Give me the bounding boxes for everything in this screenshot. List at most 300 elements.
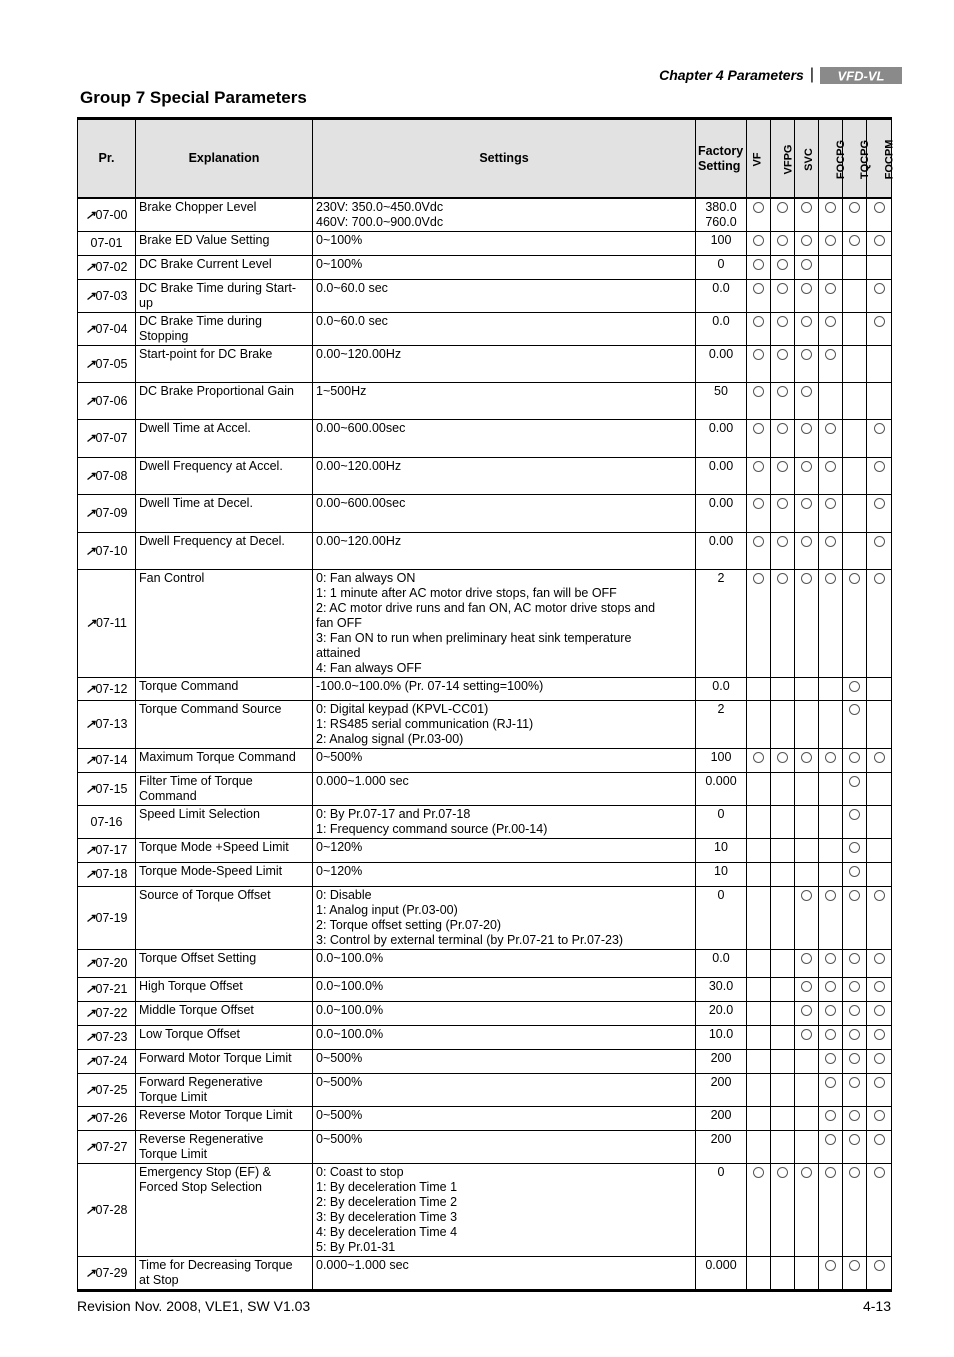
mode-cell-vfpg	[771, 1131, 795, 1164]
explanation-cell	[136, 383, 313, 420]
settings-line: 0.0~100.0%	[316, 1003, 384, 1017]
mode-cell-focpg	[819, 383, 843, 420]
supported-mode-circle-icon	[753, 386, 764, 397]
explanation-line: DC Brake Time during	[139, 314, 262, 328]
explanation-line: Filter Time of Torque	[139, 774, 253, 788]
supported-mode-circle-icon	[801, 953, 812, 964]
supported-mode-circle-icon	[777, 316, 788, 327]
mode-cell-focpg	[819, 749, 843, 773]
explanation-cell	[136, 749, 313, 773]
mode-cell-vfpg	[771, 701, 795, 749]
mode-cell-focpm	[867, 887, 892, 950]
factory-setting-cell	[696, 232, 747, 256]
table-row	[78, 950, 892, 978]
supported-mode-circle-icon	[801, 202, 812, 213]
supported-mode-circle-icon	[849, 981, 860, 992]
param-number: 07-17	[95, 843, 128, 857]
settings-line: 0.000~1.000 sec	[316, 774, 409, 788]
mode-cell-tqcpg	[843, 346, 867, 383]
mode-cell-vfpg	[771, 346, 795, 383]
supported-mode-circle-icon	[849, 1053, 860, 1064]
param-number-cell	[78, 256, 136, 280]
param-number: 07-10	[95, 543, 128, 558]
mode-label-focpg: FOCPG	[835, 139, 848, 179]
settings-line: 460V: 700.0~900.0Vdc	[316, 215, 444, 229]
col-header-vfpg	[771, 119, 795, 199]
mode-cell-focpg	[819, 701, 843, 749]
mode-cell-svc	[795, 773, 819, 806]
explanation-line: DC Brake Current Level	[139, 257, 272, 271]
supported-mode-circle-icon	[874, 202, 885, 213]
settings-line: 0.0~100.0%	[316, 979, 384, 993]
mode-cell-focpm	[867, 749, 892, 773]
supported-mode-circle-icon	[849, 1260, 860, 1271]
factory-value: 0.00	[708, 459, 734, 473]
explanation-cell	[136, 256, 313, 280]
mode-cell-svc	[795, 887, 819, 950]
settings-cell	[313, 570, 696, 678]
mode-cell-focpg	[819, 773, 843, 806]
settings-cell	[313, 1074, 696, 1107]
supported-mode-circle-icon	[801, 1167, 812, 1178]
mode-cell-vf	[747, 773, 771, 806]
supported-mode-circle-icon	[874, 235, 885, 246]
settings-cell	[313, 1257, 696, 1291]
factory-setting-cell	[696, 678, 747, 701]
factory-setting-cell	[696, 198, 747, 232]
table-row	[78, 1107, 892, 1131]
factory-setting-cell	[696, 533, 747, 570]
mode-cell-focpg	[819, 458, 843, 495]
mode-label-svc: SVC	[802, 147, 815, 171]
editable-during-run-icon: ↗	[85, 681, 96, 696]
mode-cell-tqcpg	[843, 570, 867, 678]
supported-mode-circle-icon	[825, 1110, 836, 1121]
explanation-cell	[136, 806, 313, 839]
factory-value: 200	[710, 1051, 732, 1065]
table-row	[78, 313, 892, 346]
mode-cell-svc	[795, 420, 819, 458]
supported-mode-circle-icon	[777, 498, 788, 509]
editable-during-run-icon: ↗	[85, 753, 96, 767]
factory-setting-cell	[696, 570, 747, 678]
supported-mode-circle-icon	[825, 1005, 836, 1016]
supported-mode-circle-icon	[777, 1167, 788, 1178]
mode-cell-focpg	[819, 198, 843, 232]
supported-mode-circle-icon	[849, 809, 860, 820]
param-number-cell	[78, 839, 136, 863]
mode-cell-focpg	[819, 346, 843, 383]
supported-mode-circle-icon	[825, 1134, 836, 1145]
settings-line: 3: By deceleration Time 3	[316, 1210, 458, 1224]
settings-cell	[313, 678, 696, 701]
table-row	[78, 256, 892, 280]
mode-cell-focpm	[867, 978, 892, 1002]
mode-cell-vf	[747, 533, 771, 570]
footer-revision: Revision Nov. 2008, VLE1, SW V1.03	[77, 1298, 311, 1314]
explanation-cell	[136, 313, 313, 346]
mode-cell-tqcpg	[843, 1002, 867, 1026]
param-number-cell	[78, 773, 136, 806]
explanation-cell	[136, 773, 313, 806]
editable-during-run-icon: ↗	[85, 843, 96, 857]
mode-cell-vf	[747, 1257, 771, 1291]
explanation-cell	[136, 280, 313, 313]
mode-cell-focpg	[819, 978, 843, 1002]
supported-mode-circle-icon	[849, 890, 860, 901]
mode-cell-vfpg	[771, 1107, 795, 1131]
editable-during-run-icon: ↗	[85, 982, 96, 996]
supported-mode-circle-icon	[849, 866, 860, 877]
factory-value: 0.000	[705, 774, 737, 788]
mode-label-vf: VF	[752, 151, 764, 167]
mode-cell-focpg	[819, 1002, 843, 1026]
param-number-cell	[78, 1002, 136, 1026]
explanation-cell	[136, 1002, 313, 1026]
settings-line: 0.00~600.00sec	[316, 496, 406, 510]
factory-setting-cell	[696, 1050, 747, 1074]
param-number: 07-05	[95, 356, 128, 371]
editable-during-run-icon: ↗	[85, 956, 96, 970]
param-number-cell	[78, 346, 136, 383]
mode-cell-vfpg	[771, 420, 795, 458]
supported-mode-circle-icon	[753, 498, 764, 509]
param-number-cell	[78, 495, 136, 533]
factory-value: 0.0	[712, 281, 730, 295]
mode-cell-focpm	[867, 678, 892, 701]
settings-cell	[313, 1026, 696, 1050]
explanation-cell	[136, 863, 313, 887]
chapter-label: Chapter 4 Parameters	[659, 67, 804, 83]
supported-mode-circle-icon	[777, 752, 788, 763]
explanation-line: Torque Offset Setting	[139, 951, 257, 965]
explanation-line: Source of Torque Offset	[139, 888, 271, 902]
supported-mode-circle-icon	[874, 423, 885, 434]
factory-value: 100	[710, 750, 732, 764]
supported-mode-circle-icon	[801, 316, 812, 327]
editable-during-run-icon: ↗	[85, 781, 96, 796]
param-number: 07-12	[95, 681, 128, 696]
explanation-line: Speed Limit Selection	[139, 807, 260, 821]
param-number-cell	[78, 1164, 136, 1257]
mode-cell-focpm	[867, 773, 892, 806]
settings-cell	[313, 950, 696, 978]
factory-value: 10	[714, 864, 728, 878]
mode-cell-focpm	[867, 806, 892, 839]
table-row	[78, 887, 892, 950]
settings-line: 0.00~600.00sec	[316, 421, 406, 435]
supported-mode-circle-icon	[874, 953, 885, 964]
mode-cell-svc	[795, 198, 819, 232]
settings-line: 0: Fan always ON	[316, 571, 416, 585]
factory-setting-cell	[696, 1107, 747, 1131]
mode-cell-focpm	[867, 1257, 892, 1291]
settings-line: 2: Analog signal (Pr.03-00)	[316, 732, 464, 746]
supported-mode-circle-icon	[874, 1134, 885, 1145]
settings-line: 0.000~1.000 sec	[316, 1258, 409, 1272]
mode-cell-svc	[795, 678, 819, 701]
table-row	[78, 198, 892, 232]
mode-cell-focpm	[867, 280, 892, 313]
editable-during-run-icon: ↗	[85, 1006, 96, 1020]
mode-cell-vfpg	[771, 570, 795, 678]
explanation-line: Torque Limit	[139, 1090, 208, 1104]
supported-mode-circle-icon	[825, 1053, 836, 1064]
explanation-cell	[136, 420, 313, 458]
mode-cell-vfpg	[771, 863, 795, 887]
explanation-line: Fan Control	[139, 571, 205, 585]
settings-line: 0.00~120.00Hz	[316, 534, 402, 548]
col-header-focpg	[819, 119, 848, 199]
mode-cell-svc	[795, 280, 819, 313]
factory-value: 2	[717, 571, 725, 585]
table-row	[78, 1074, 892, 1107]
explanation-cell	[136, 950, 313, 978]
mode-cell-svc	[795, 839, 819, 863]
explanation-line: Torque Command	[139, 679, 239, 693]
supported-mode-circle-icon	[874, 1167, 885, 1178]
supported-mode-circle-icon	[753, 235, 764, 246]
factory-setting-cell	[696, 1164, 747, 1257]
col-header-svc	[795, 119, 819, 199]
param-number: 07-04	[95, 321, 128, 336]
supported-mode-circle-icon	[874, 283, 885, 294]
param-number-cell	[78, 280, 136, 313]
editable-during-run-icon: ↗	[85, 1202, 96, 1217]
settings-line: 0.0~100.0%	[316, 1027, 384, 1041]
explanation-line: Brake Chopper Level	[139, 200, 257, 214]
mode-cell-focpg	[819, 678, 843, 701]
mode-cell-svc	[795, 1026, 819, 1050]
explanation-line: Dwell Time at Accel.	[139, 421, 251, 435]
settings-line: 0.0~60.0 sec	[316, 281, 388, 295]
settings-cell	[313, 1050, 696, 1074]
factory-value: 2	[717, 702, 725, 716]
settings-cell	[313, 863, 696, 887]
mode-cell-tqcpg	[843, 495, 867, 533]
mode-cell-tqcpg	[843, 701, 867, 749]
col-header-factory-setting	[696, 119, 747, 199]
table-row	[78, 863, 892, 887]
param-number-cell	[78, 678, 136, 701]
explanation-line: Low Torque Offset	[139, 1027, 240, 1041]
settings-line: 0~500%	[316, 1075, 363, 1089]
param-number-cell	[78, 533, 136, 570]
table-row	[78, 458, 892, 495]
mode-cell-vfpg	[771, 256, 795, 280]
factory-setting-cell	[696, 839, 747, 863]
mode-cell-vfpg	[771, 978, 795, 1002]
mode-cell-vf	[747, 313, 771, 346]
supported-mode-circle-icon	[801, 752, 812, 763]
param-number-cell	[78, 1074, 136, 1107]
mode-cell-svc	[795, 863, 819, 887]
settings-line: 0: Digital keypad (KPVL-CC01)	[316, 702, 489, 716]
param-number: 07-06	[95, 393, 128, 408]
explanation-cell	[136, 678, 313, 701]
factory-setting-cell	[696, 701, 747, 749]
mode-cell-vf	[747, 749, 771, 773]
explanation-cell	[136, 701, 313, 749]
mode-cell-tqcpg	[843, 1164, 867, 1257]
param-number: 07-08	[95, 468, 128, 483]
param-number: 07-09	[95, 506, 128, 520]
editable-during-run-icon: ↗	[85, 356, 96, 371]
settings-cell	[313, 1164, 696, 1257]
table-row	[78, 420, 892, 458]
settings-cell	[313, 887, 696, 950]
supported-mode-circle-icon	[801, 235, 812, 246]
settings-cell	[313, 495, 696, 533]
mode-cell-svc	[795, 232, 819, 256]
param-number: 07-20	[95, 956, 128, 970]
table-row	[78, 346, 892, 383]
explanation-cell	[136, 458, 313, 495]
factory-header-line-2: Setting	[698, 158, 741, 173]
factory-value: 0.0	[712, 314, 730, 328]
mode-cell-vf	[747, 232, 771, 256]
settings-line: 0.00~120.00Hz	[316, 459, 402, 473]
param-number-cell	[78, 701, 136, 749]
mode-cell-vf	[747, 701, 771, 749]
supported-mode-circle-icon	[849, 752, 860, 763]
table-row	[78, 1131, 892, 1164]
editable-during-run-icon: ↗	[85, 1111, 96, 1125]
settings-line: 2: AC motor drive runs and fan ON, AC motor drive stops and	[316, 601, 656, 615]
param-number-cell	[78, 950, 136, 978]
supported-mode-circle-icon	[874, 752, 885, 763]
supported-mode-circle-icon	[849, 1134, 860, 1145]
mode-cell-tqcpg	[843, 313, 867, 346]
group-title: Group 7 Special Parameters	[80, 88, 307, 107]
factory-setting-cell	[696, 950, 747, 978]
param-number-cell	[78, 383, 136, 420]
mode-cell-svc	[795, 313, 819, 346]
mode-cell-focpg	[819, 280, 843, 313]
supported-mode-circle-icon	[874, 890, 885, 901]
settings-line: 0~100%	[316, 257, 363, 271]
supported-mode-circle-icon	[825, 536, 836, 547]
explanation-line: Emergency Stop (EF) &	[139, 1165, 271, 1179]
supported-mode-circle-icon	[849, 842, 860, 853]
mode-cell-focpg	[819, 1164, 843, 1257]
param-number: 07-25	[95, 1082, 128, 1097]
table-row	[78, 232, 892, 256]
table-row	[78, 773, 892, 806]
factory-setting-cell	[696, 346, 747, 383]
mode-cell-tqcpg	[843, 232, 867, 256]
mode-cell-svc	[795, 1257, 819, 1291]
explanation-cell	[136, 570, 313, 678]
supported-mode-circle-icon	[825, 349, 836, 360]
supported-mode-circle-icon	[825, 953, 836, 964]
settings-line: 0: Disable	[316, 888, 372, 902]
mode-cell-focpg	[819, 950, 843, 978]
supported-mode-circle-icon	[825, 1077, 836, 1088]
supported-mode-circle-icon	[801, 981, 812, 992]
param-number-cell	[78, 313, 136, 346]
param-number-cell	[78, 1107, 136, 1131]
settings-cell	[313, 978, 696, 1002]
supported-mode-circle-icon	[801, 259, 812, 270]
explanation-line: Torque Limit	[139, 1147, 208, 1161]
mode-cell-focpg	[819, 1050, 843, 1074]
param-number-cell	[78, 887, 136, 950]
supported-mode-circle-icon	[753, 283, 764, 294]
factory-value: 30.0	[708, 979, 734, 993]
factory-value: 200	[710, 1108, 732, 1122]
settings-line: 1: Analog input (Pr.03-00)	[316, 903, 458, 917]
supported-mode-circle-icon	[777, 202, 788, 213]
factory-setting-cell	[696, 1026, 747, 1050]
param-number-cell	[78, 749, 136, 773]
mode-cell-vfpg	[771, 678, 795, 701]
mode-cell-vf	[747, 950, 771, 978]
explanation-line: High Torque Offset	[139, 979, 243, 993]
supported-mode-circle-icon	[777, 461, 788, 472]
mode-cell-vf	[747, 495, 771, 533]
table-row	[78, 701, 892, 749]
param-number-cell	[78, 863, 136, 887]
param-number-cell	[78, 198, 136, 232]
param-number: 07-11	[95, 616, 128, 630]
mode-cell-vfpg	[771, 887, 795, 950]
settings-line: fan OFF	[316, 616, 362, 630]
mode-cell-focpg	[819, 1131, 843, 1164]
supported-mode-circle-icon	[777, 573, 788, 584]
mode-cell-svc	[795, 950, 819, 978]
settings-line: attained	[316, 646, 361, 660]
param-number: 07-13	[95, 717, 128, 731]
explanation-line: DC Brake Time during Start-	[139, 281, 296, 295]
param-number: 07-01	[90, 236, 123, 250]
param-number: 07-29	[95, 1265, 128, 1280]
mode-cell-vf	[747, 863, 771, 887]
explanation-line: Torque Mode +Speed Limit	[139, 840, 289, 854]
explanation-cell	[136, 1107, 313, 1131]
mode-cell-tqcpg	[843, 420, 867, 458]
mode-cell-svc	[795, 806, 819, 839]
mode-label-focpm: FOCPM	[883, 139, 896, 179]
supported-mode-circle-icon	[825, 461, 836, 472]
mode-cell-focpg	[819, 232, 843, 256]
col-header-explanation: Explanation	[136, 119, 313, 199]
mode-cell-svc	[795, 1164, 819, 1257]
mode-cell-tqcpg	[843, 533, 867, 570]
mode-cell-svc	[795, 458, 819, 495]
explanation-line: Start-point for DC Brake	[139, 347, 273, 361]
mode-cell-tqcpg	[843, 978, 867, 1002]
factory-setting-cell	[696, 1131, 747, 1164]
factory-setting-cell	[696, 280, 747, 313]
supported-mode-circle-icon	[801, 536, 812, 547]
table-row	[78, 570, 892, 678]
settings-line: 5: By Pr.01-31	[316, 1240, 396, 1254]
explanation-cell	[136, 533, 313, 570]
editable-during-run-icon: ↗	[85, 616, 97, 630]
param-number: 07-00	[95, 207, 128, 222]
mode-cell-tqcpg	[843, 749, 867, 773]
factory-value: 380.0	[705, 200, 737, 214]
settings-line: 4: Fan always OFF	[316, 661, 422, 675]
settings-line: 3: Control by external terminal (by Pr.07-21 to Pr.07-23)	[316, 933, 624, 947]
settings-line: 1: Frequency command source (Pr.00-14)	[316, 822, 548, 836]
supported-mode-circle-icon	[753, 349, 764, 360]
supported-mode-circle-icon	[801, 461, 812, 472]
factory-setting-cell	[696, 420, 747, 458]
mode-cell-focpg	[819, 1257, 843, 1291]
mode-cell-svc	[795, 749, 819, 773]
